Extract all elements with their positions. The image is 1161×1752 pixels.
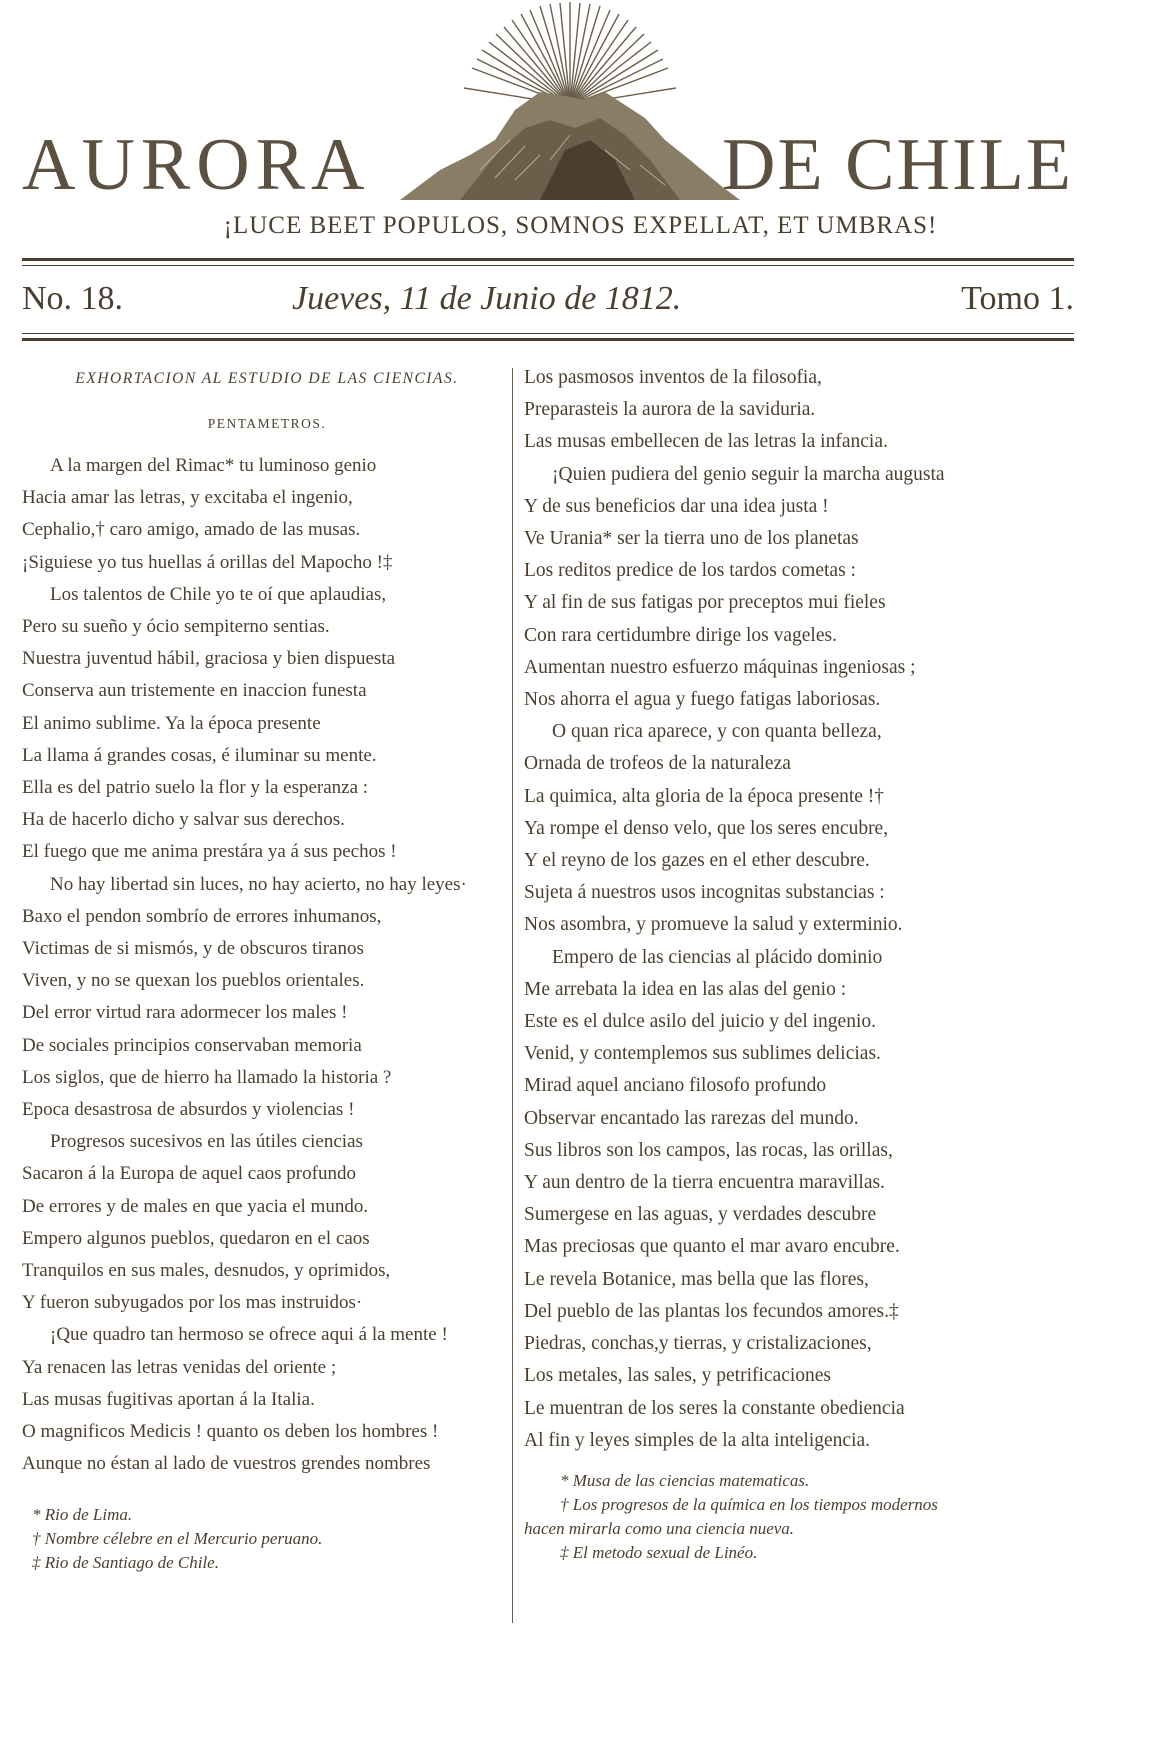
verse-line: Piedras, conchas,y tierras, y cristalizaciones, bbox=[524, 1333, 872, 1355]
verse-line: O magnificos Medicis ! quanto os deben los hombres ! bbox=[22, 1421, 439, 1443]
verse-line: A la margen del Rimac* tu luminoso genio bbox=[50, 455, 377, 476]
verse-line: Y el reyno de los gazes en el ether descubre. bbox=[524, 850, 870, 872]
verse-line: De sociales principios conservaban memoria bbox=[22, 1034, 362, 1056]
right-column bbox=[524, 362, 1084, 1581]
verse-line: Del error virtud rara adormecer los males ! bbox=[22, 1002, 348, 1024]
verse-line: Los talentos de Chile yo te oí que aplaudias, bbox=[50, 583, 387, 605]
verse-line: Nos asombra, y promueve la salud y exterminio. bbox=[524, 914, 903, 936]
top-rule-thin bbox=[22, 265, 1074, 266]
article-title: EXHORTACION AL ESTUDIO DE LAS CIENCIAS. bbox=[75, 370, 459, 387]
verse-line: Sumergese en las aguas, y verdades descubre bbox=[524, 1204, 877, 1226]
verse-line: Conserva aun tristemente en inaccion funesta bbox=[22, 680, 367, 702]
verse-line: ¡Quien pudiera del genio seguir la marcha augusta bbox=[552, 463, 945, 485]
verse-line: Empero algunos pueblos, quedaron en el caos bbox=[22, 1227, 370, 1249]
verse-line: Venid, y contemplemos sus sublimes delicias. bbox=[524, 1043, 881, 1065]
footnote: hacen mirarla como una ciencia nueva. bbox=[524, 1518, 795, 1538]
verse-line: Ya renacen las letras venidas del oriente ; bbox=[22, 1356, 337, 1378]
footnote: * Musa de las ciencias matematicas. bbox=[560, 1470, 810, 1490]
footnote: † Nombre célebre en el Mercurio peruano. bbox=[32, 1528, 323, 1548]
issue-line bbox=[22, 280, 1074, 326]
verse-line: Los metales, las sales, y petrificaciones bbox=[524, 1365, 832, 1387]
verse-line: De errores y de males en que yacia el mundo. bbox=[22, 1195, 369, 1217]
verse-line: Sus libros son los campos, las rocas, las orillas, bbox=[524, 1139, 893, 1161]
verse-line: Le muentran de los seres la constante obediencia bbox=[524, 1397, 905, 1419]
newspaper-title-left: AURORA bbox=[22, 124, 371, 206]
left-footnotes bbox=[22, 1503, 512, 1575]
issue-date: Jueves, 11 de Junio de 1812. bbox=[292, 280, 682, 317]
masthead bbox=[0, 0, 1161, 250]
verse-line: Aumentan nuestro esfuerzo máquinas ingeniosas ; bbox=[524, 656, 916, 678]
verse-line: Ella es del patrio suelo la flor y la esperanza : bbox=[22, 777, 369, 799]
verse-line: O quan rica aparece, y con quanta belleza, bbox=[552, 721, 882, 743]
left-verse bbox=[22, 450, 512, 1481]
verse-line: Y fueron subyugados por los mas instruidos· bbox=[22, 1292, 363, 1314]
verse-line: ¡Siguiese yo tus huellas á orillas del Mapocho !‡ bbox=[22, 551, 393, 573]
column-divider bbox=[512, 368, 513, 1623]
verse-line: La llama á grandes cosas, é iluminar su mente. bbox=[22, 744, 377, 766]
verse-line: Sujeta á nuestros usos incognitas substancias : bbox=[524, 882, 885, 904]
verse-line: Con rara certidumbre dirige los vageles. bbox=[524, 624, 837, 646]
verse-line: Preparasteis la aurora de la saviduria. bbox=[524, 399, 816, 421]
footnote: ‡ Rio de Santiago de Chile. bbox=[32, 1552, 219, 1572]
right-verse bbox=[524, 362, 1084, 1457]
verse-line: Nuestra juventud hábil, graciosa y bien dispuesta bbox=[22, 648, 396, 670]
issue-volume: Tomo 1. bbox=[961, 280, 1074, 317]
verse-line: Ha de hacerlo dicho y salvar sus derechos. bbox=[22, 809, 345, 831]
rising-sun-mountains-emblem bbox=[400, 0, 740, 205]
verse-line: Y aun dentro de la tierra encuentra maravillas. bbox=[524, 1172, 885, 1194]
verse-line: Las musas fugitivas aportan á la Italia. bbox=[22, 1388, 315, 1410]
verse-line: Los siglos, que de hierro ha llamado la historia ? bbox=[22, 1066, 392, 1088]
verse-line: Y al fin de sus fatigas por preceptos mui fieles bbox=[524, 592, 886, 614]
verse-line: Al fin y leyes simples de la alta inteligencia. bbox=[524, 1429, 871, 1451]
verse-line: Mas preciosas que quanto el mar avaro encubre. bbox=[524, 1236, 900, 1258]
verse-line: Nos ahorra el agua y fuego fatigas laboriosas. bbox=[524, 689, 881, 711]
verse-line: Progresos sucesivos en las útiles ciencias bbox=[50, 1131, 363, 1153]
verse-line: Los pasmosos inventos de la filosofia, bbox=[524, 367, 822, 388]
verse-line: Tranquilos en sus males, desnudos, y oprimidos, bbox=[22, 1260, 391, 1282]
verse-line: Aunque no éstan al lado de vuestros grendes nombres bbox=[22, 1453, 431, 1475]
mid-rule-thick bbox=[22, 338, 1074, 341]
verse-line: Empero de las ciencias al plácido dominio bbox=[552, 946, 883, 968]
left-column bbox=[22, 362, 512, 1591]
verse-line: ¡Que quadro tan hermoso se ofrece aqui á la mente ! bbox=[50, 1324, 448, 1346]
footnote: * Rio de Lima. bbox=[32, 1504, 133, 1524]
article-subtitle: PENTAMETROS. bbox=[207, 416, 327, 431]
verse-line: Ornada de trofeos de la naturaleza bbox=[524, 753, 791, 775]
footnote: ‡ El metodo sexual de Linéo. bbox=[560, 1542, 758, 1562]
verse-line: Los reditos predice de los tardos cometas : bbox=[524, 560, 856, 582]
motto: ¡LUCE BEET POPULOS, SOMNOS EXPELLAT, ET UMBRAS! bbox=[223, 212, 938, 239]
verse-line: Sacaron á la Europa de aquel caos profundo bbox=[22, 1163, 356, 1185]
verse-line: No hay libertad sin luces, no hay acierto, no hay leyes· bbox=[50, 873, 467, 895]
verse-line: Ya rompe el denso velo, que los seres encubre, bbox=[524, 817, 889, 839]
verse-line: Epoca desastrosa de absurdos y violencias ! bbox=[22, 1099, 355, 1121]
verse-line: Este es el dulce asilo del juicio y del ingenio. bbox=[524, 1011, 876, 1033]
verse-line: Del pueblo de las plantas los fecundos amores.‡ bbox=[524, 1300, 899, 1322]
verse-line: El animo sublime. Ya la época presente bbox=[22, 712, 321, 734]
newspaper-title-right: DE CHILE bbox=[722, 124, 1073, 206]
verse-line: Viven, y no se quexan los pueblos orientales. bbox=[22, 970, 365, 992]
verse-line: Victimas de si mismós, y de obscuros tiranos bbox=[22, 938, 364, 960]
verse-line: Le revela Botanice, mas bella que las flores, bbox=[524, 1268, 869, 1290]
top-rule-thick bbox=[22, 258, 1074, 261]
verse-line: El fuego que me anima prestára ya á sus pechos ! bbox=[22, 841, 397, 863]
verse-line: Mirad aquel anciano filosofo profundo bbox=[524, 1075, 827, 1097]
verse-line: Me arrebata la idea en las alas del genio : bbox=[524, 978, 847, 1000]
verse-line: Las musas embellecen de las letras la infancia. bbox=[524, 431, 888, 453]
right-footnotes bbox=[524, 1469, 1084, 1565]
footnote: † Los progresos de la química en los tiempos modernos bbox=[560, 1494, 938, 1514]
verse-line: Baxo el pendon sombrío de errores inhumanos, bbox=[22, 905, 382, 927]
verse-line: Pero su sueño y ócio sempiterno sentias. bbox=[22, 616, 330, 638]
issue-number: No. 18. bbox=[22, 280, 124, 317]
verse-line: Y de sus beneficios dar una idea justa ! bbox=[524, 495, 829, 517]
verse-line: Cephalio,† caro amigo, amado de las musas. bbox=[22, 519, 361, 541]
verse-line: Hacia amar las letras, y excitaba el ingenio, bbox=[22, 487, 353, 509]
verse-line: La quimica, alta gloria de la época presente !† bbox=[524, 785, 885, 807]
mid-rule-thin bbox=[22, 333, 1074, 334]
verse-line: Observar encantado las rarezas del mundo. bbox=[524, 1107, 859, 1129]
verse-line: Ve Urania* ser la tierra uno de los planetas bbox=[524, 528, 859, 550]
